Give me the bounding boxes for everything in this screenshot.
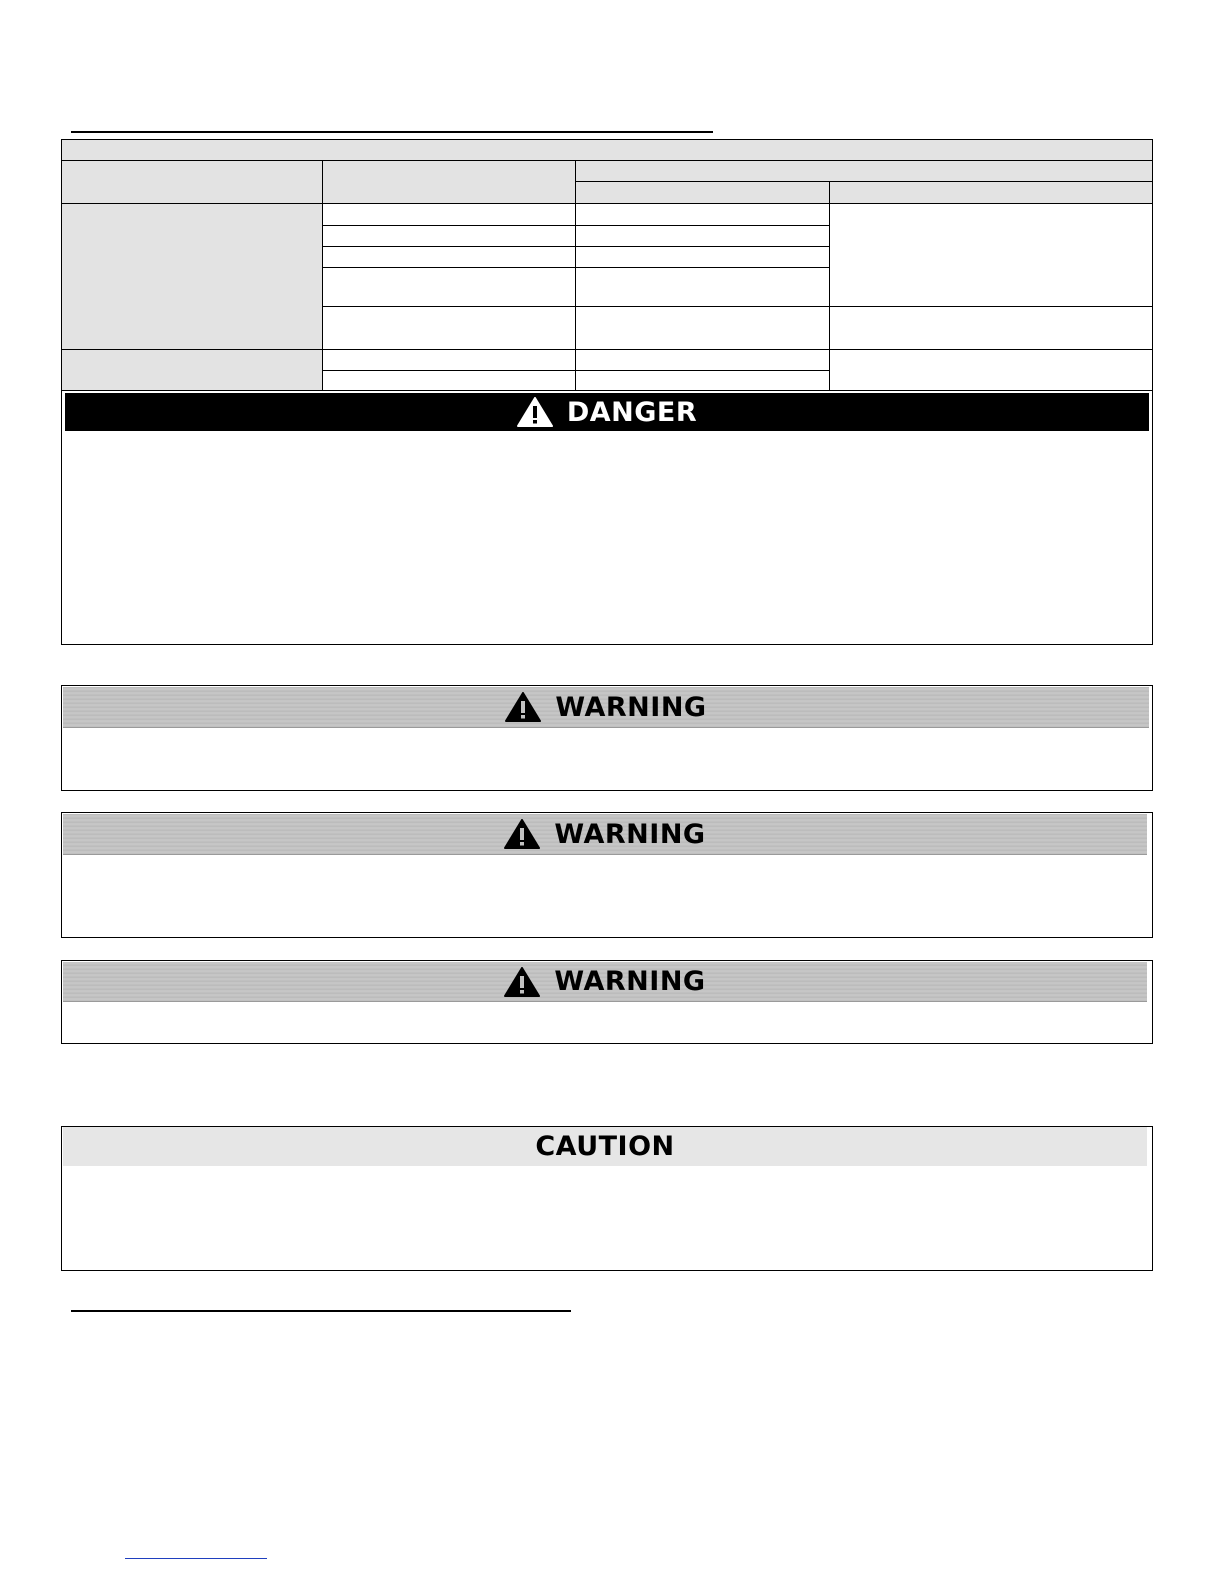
warning-title-2: WARNING	[554, 818, 706, 850]
warning-triangle-icon	[505, 692, 541, 722]
table-cell	[322, 306, 576, 350]
warning-triangle-icon	[504, 967, 540, 997]
table-cell	[322, 225, 576, 247]
danger-title: DANGER	[566, 396, 698, 428]
table-cell	[575, 349, 830, 371]
section-heading-underline-top	[71, 131, 713, 133]
table-row-group-1-label	[61, 203, 323, 350]
warning-title-3: WARNING	[554, 966, 706, 997]
table-cell	[829, 306, 1153, 350]
table-subheader-col4	[829, 181, 1153, 204]
section-heading-underline-bottom	[71, 1310, 571, 1312]
warning-banner-3	[63, 962, 1147, 1002]
table-cell	[322, 370, 576, 391]
table-subheader-col3	[575, 181, 830, 204]
warning-triangle-icon	[504, 819, 540, 849]
table-cell	[322, 267, 576, 307]
table-row-group-2-label	[61, 349, 323, 391]
caution-title: CAUTION	[535, 1131, 675, 1162]
table-cell	[575, 225, 830, 247]
table-cell	[322, 203, 576, 226]
table-cell	[322, 246, 576, 268]
warning-title-1: WARNING	[555, 691, 707, 723]
table-cell	[575, 203, 830, 226]
table-header-col2	[322, 160, 576, 204]
danger-banner	[65, 393, 1149, 431]
footer-link-underline[interactable]	[125, 1558, 267, 1559]
table-title-row	[61, 139, 1153, 161]
warning-triangle-icon	[517, 397, 553, 427]
table-cell	[575, 306, 830, 350]
table-header-group	[575, 160, 1153, 182]
warning-banner-1	[63, 687, 1149, 728]
table-header-col1	[61, 160, 323, 204]
warning-banner-2	[63, 814, 1147, 855]
table-cell	[829, 349, 1153, 391]
table-cell	[829, 203, 1153, 307]
table-cell	[575, 246, 830, 268]
table-cell	[575, 370, 830, 391]
caution-banner	[63, 1127, 1147, 1166]
table-cell	[322, 349, 576, 371]
table-cell	[575, 267, 830, 307]
